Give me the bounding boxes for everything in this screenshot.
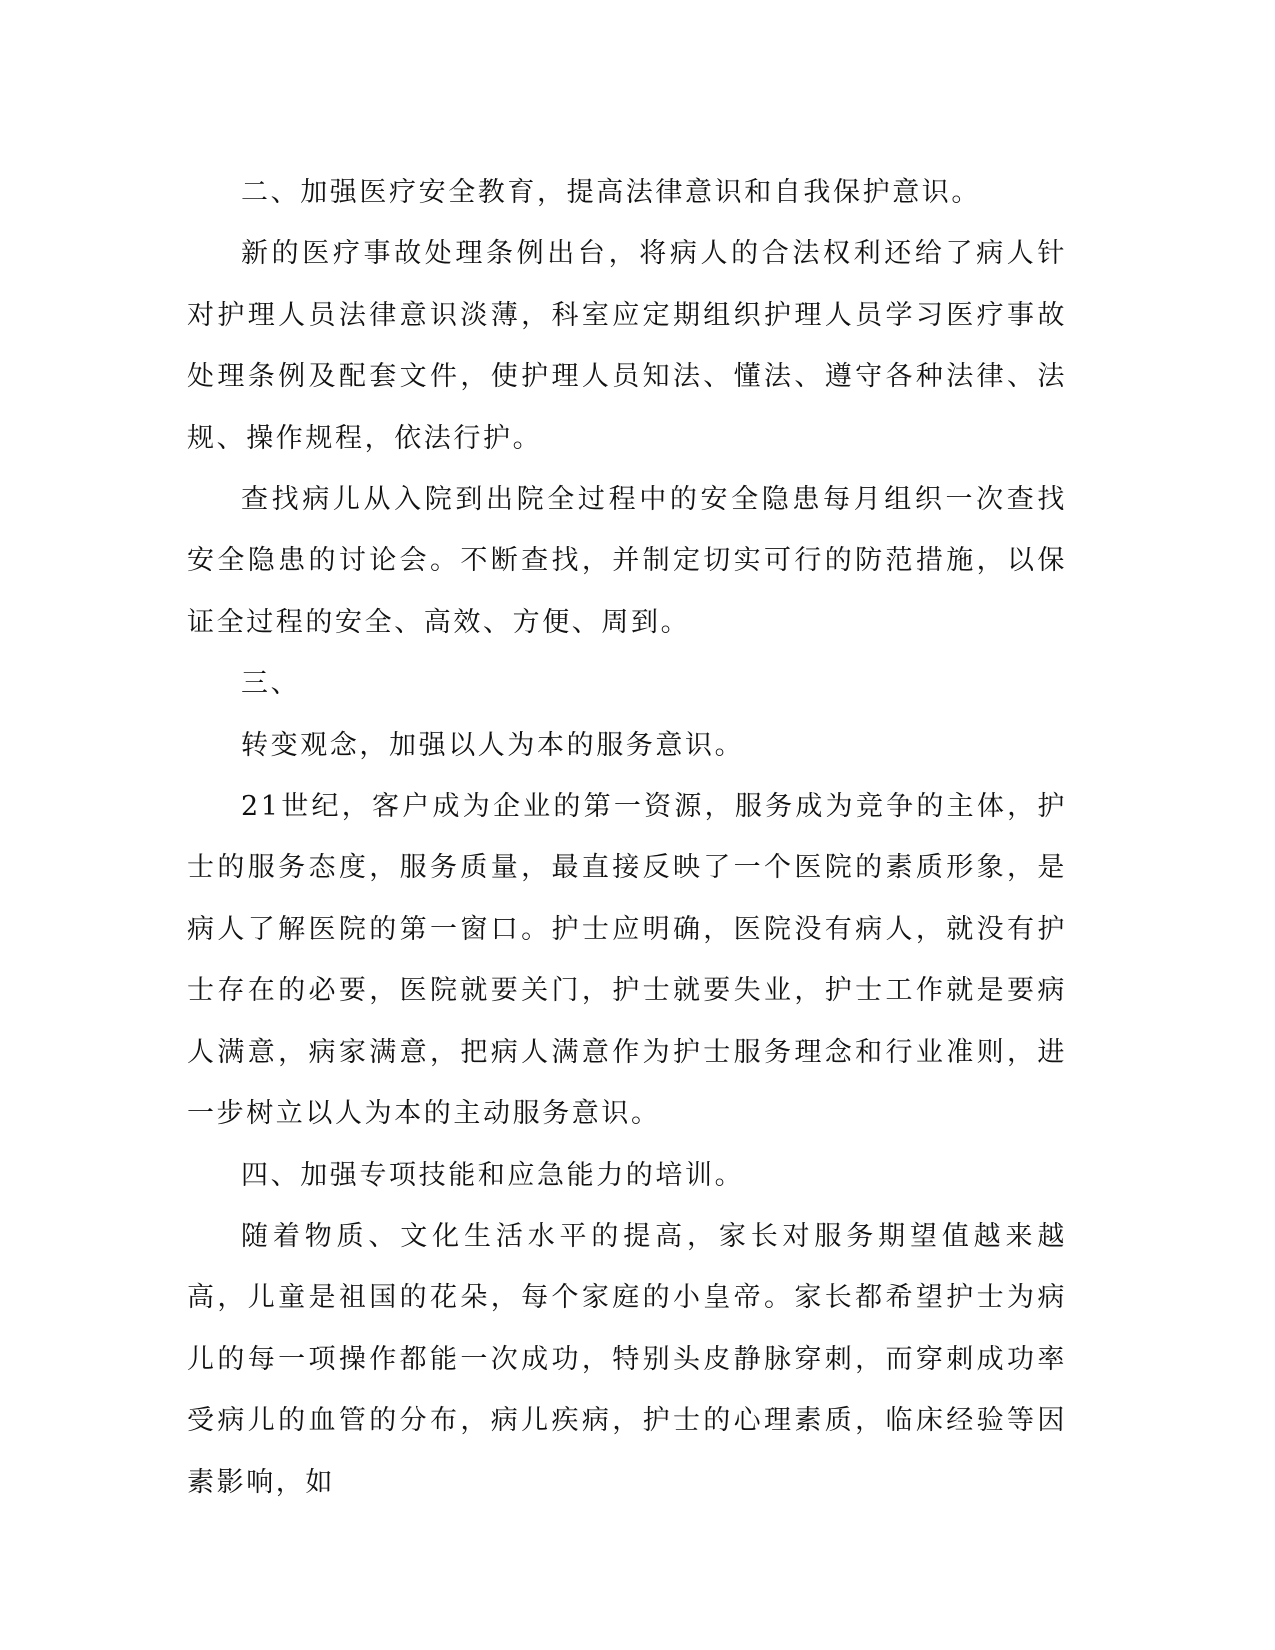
section-heading-4: 四、加强专项技能和应急能力的培训。 bbox=[241, 1159, 745, 1191]
body-paragraph: 新的医疗事故处理条例出台，将病人的合法权利还给了病人针对护理人员法律意识淡薄，科室应定期组织护理人员学习医疗事故处理条例及配套文件，使护理人员知法、懂法、遵守各种法律、法规、操作规程，依法行护。 bbox=[187, 238, 1067, 454]
section-heading-3-title: 转变观念，加强以人为本的服务意识。 bbox=[241, 729, 745, 761]
body-paragraph: 查找病儿从入院到出院全过程中的安全隐患每月组织一次查找安全隐患的讨论会。不断查找，并制定切实可行的防范措施，以保证全过程的安全、高效、方便、周到。 bbox=[187, 484, 1067, 638]
body-paragraph: 21世纪，客户成为企业的第一资源，服务成为竞争的主体，护士的服务态度，服务质量，最直接反映了一个医院的素质形象，是病人了解医院的第一窗口。护士应明确，医院没有病人，就没有护士存在的必要，医院就要关门，护士就要失业，护士工作就是要病人满意，病家满意，把病人满意作为护士服务理念和行业准则，进一步树立以人为本的主动服务意识。 bbox=[187, 791, 1067, 1130]
document-body bbox=[187, 162, 1067, 1513]
section-heading-2: 二、加强医疗安全教育，提高法律意识和自我保护意识。 bbox=[241, 177, 981, 208]
body-paragraph: 随着物质、文化生活水平的提高，家长对服务期望值越来越高，儿童是祖国的花朵，每个家庭的小皇帝。家长都希望护士为病儿的每一项操作都能一次成功，特别头皮静脉穿刺，而穿刺成功率受病儿的血管的分布，病儿疾病，护士的心理素质，临床经验等因素影响，如 bbox=[187, 1220, 1067, 1498]
section-heading-3-number: 三、 bbox=[241, 668, 301, 700]
